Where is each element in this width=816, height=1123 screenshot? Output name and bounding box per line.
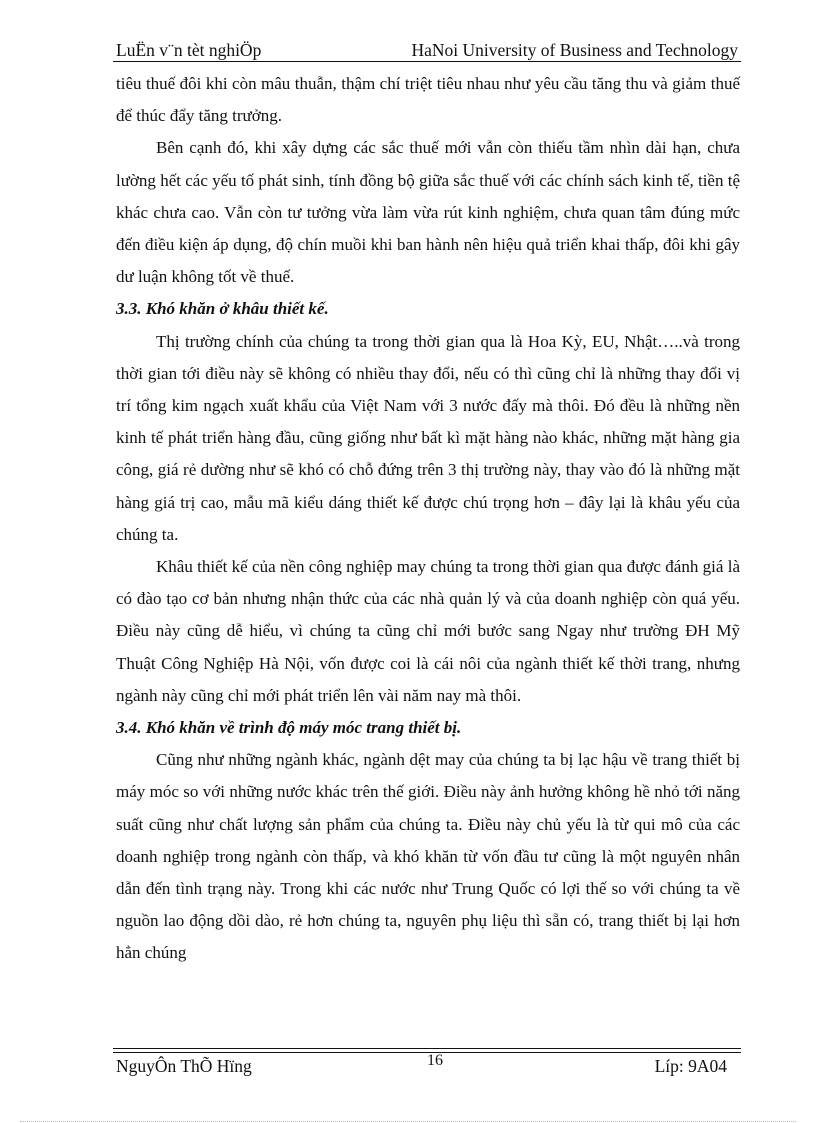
header-thesis-label: LuËn v¨n tèt nghiÖp (116, 40, 262, 60)
section-heading-3-3: 3.3. Khó khăn ở khâu thiết kế. (116, 299, 329, 319)
header-university-name: HaNoi University of Business and Technology (411, 40, 738, 60)
paragraph-design-stage: Khâu thiết kế của nền công nghiệp may chúng ta trong thời gian qua được đánh giá là có đào tạo cơ bản nhưng nhận thức của các nhà quản lý và của doanh nghiệp còn quá yếu. Điều này cũng dễ hiểu, vì chúng ta cũng chỉ mới bước sang Ngay như trường ĐH Mỹ Thuật Công Nghiệp Hà Nội, vốn được coi là cái nôi của ngành thiết kế thời trang, nhưng ngành này cũng chỉ mới phát triển lên vài năm nay mà thôi. (116, 557, 740, 705)
page-number: 16 (427, 1052, 443, 1069)
paragraph-tax-policy: Bên cạnh đó, khi xây dựng các sắc thuế mới vẫn còn thiếu tầm nhìn dài hạn, chưa lường hết các yếu tố phát sinh, tính đồng bộ giữa sắc thuế với các chính sách kinh tế, tiền tệ khác chưa cao. Vẫn còn tư tưởng vừa làm vừa rút kinh nghiệm, chưa quan tâm đúng mức đến điều kiện áp dụng, độ chín muồi khi ban hành nên hiệu quả triển khai thấp, đôi khi gây dư luận không tốt về thuế. (116, 138, 740, 287)
footer-class-code: Líp: 9A04 (654, 1056, 727, 1076)
footer-author-name: NguyÔn ThÕ Hïng (116, 1056, 252, 1076)
footer-divider-top (113, 1048, 741, 1049)
header-divider (113, 61, 741, 62)
paragraph-equipment: Cũng như những ngành khác, ngành dệt may của chúng ta bị lạc hậu về trang thiết bị máy móc so với những nước khác trên thế giới. Điều này ảnh hưởng không hề nhỏ tới năng suất cũng như chất lượng sản phẩm của chúng ta. Điều này chủ yếu là từ qui mô của các doanh nghiệp trong ngành còn thấp, và khó khăn từ vốn đầu tư cũng là một nguyên nhân dẫn đến tình trạng này. Trong khi các nước như Trung Quốc có lợi thế so với chúng ta về nguồn lao động dồi dào, rẻ hơn chúng ta, nguyên phụ liệu thì sẵn có, trang thiết bị lại hơn hẳn chúng (116, 750, 740, 963)
page-edge-divider (20, 1121, 796, 1122)
paragraph-continued: tiêu thuế đôi khi còn mâu thuẫn, thậm chí triệt tiêu nhau như yêu cầu tăng thu và giảm thuế để thúc đẩy tăng trưởng. (116, 74, 740, 126)
paragraph-main-markets: Thị trường chính của chúng ta trong thời gian qua là Hoa Kỳ, EU, Nhật…..và trong thời gian tới điều này sẽ không có nhiều thay đổi, nếu có thì cũng chỉ là những thay đổi vị trí tổng kim ngạch xuất khẩu của Việt Nam với 3 nước đấy mà thôi. Đó đều là những nền kinh tế phát triển hàng đầu, cũng giống như bất kì mặt hàng nào khác, những mặt hàng gia công, giá rẻ dường như sẽ khó có chỗ đứng trên 3 thị trường này, thay vào đó là những mặt hàng giá trị cao, mẫu mã kiểu dáng thiết kế được chú trọng hơn – đây lại là khâu yếu của chúng ta. (116, 331, 740, 544)
section-heading-3-4: 3.4. Khó khăn về trình độ máy móc trang thiết bị. (116, 718, 462, 738)
page-header (113, 38, 741, 62)
document-body (116, 68, 740, 970)
page-footer (113, 1052, 741, 1082)
